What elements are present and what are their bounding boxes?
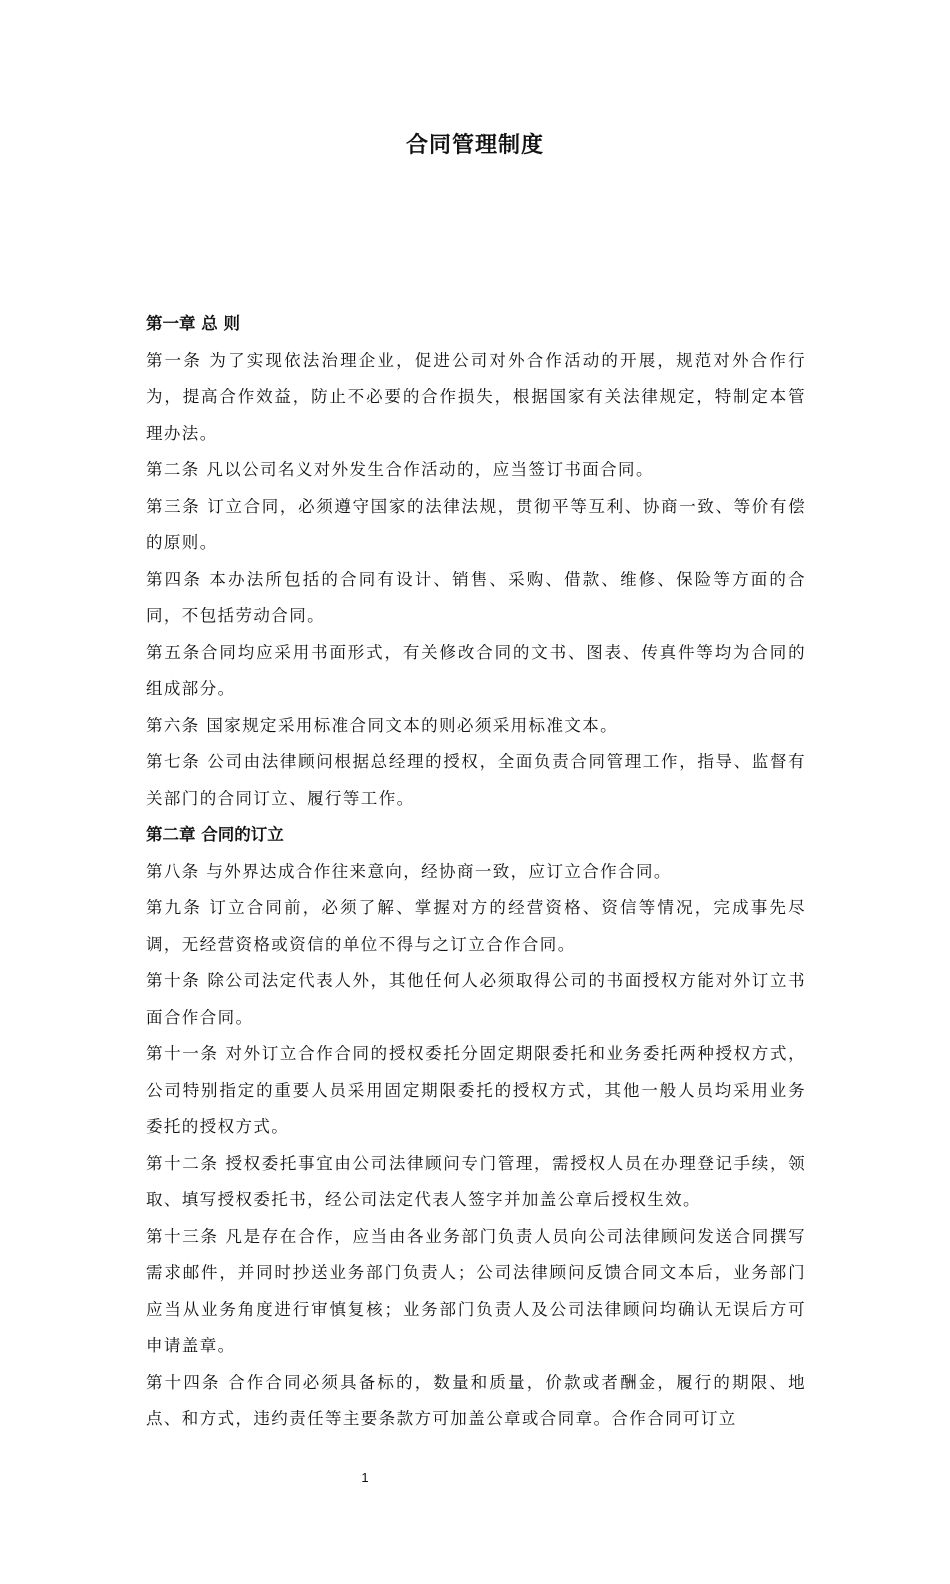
article-5: 第五条合同均应采用书面形式，有关修改合同的文书、图表、传真件等均为合同的组成部分。 (146, 642, 806, 698)
article-2: 第二条 凡以公司名义对外发生合作活动的，应当签订书面合同。 (146, 460, 654, 479)
article-11: 第十一条 对外订立合作合同的授权委托分固定期限委托和业务委托两种授权方式，公司特别指定的重要人员采用固定期限委托的授权方式，其他一般人员均采用业务委托的授权方式。 (146, 1044, 806, 1136)
document-title: 合同管理制度 (405, 133, 544, 158)
chapter-heading-1: 第一章 总 则 (146, 314, 240, 333)
article-8: 第八条 与外界达成合作往来意向，经协商一致，应订立合作合同。 (146, 861, 672, 881)
article-4: 第四条 本办法所包括的合同有设计、销售、采购、借款、维修、保险等方面的合同，不包括劳动合同。 (146, 569, 806, 625)
article-13: 第十三条 凡是存在合作，应当由各业务部门负责人员向公司法律顾问发送合同撰写需求邮件，并同时抄送业务部门负责人；公司法律顾问反馈合同文本后，业务部门应当从业务角度进行审慎复核；业务部门负责人及公司法律顾问均确认无误后方可申请盖章。 (146, 1226, 806, 1355)
article-3: 第三条 订立合同，必须遵守国家的法律法规，贯彻平等互利、协商一致、等价有偿的原则。 (146, 496, 806, 552)
article-7: 第七条 公司由法律顾问根据总经理的授权，全面负责合同管理工作，指导、监督有关部门的合同订立、履行等工作。 (146, 752, 806, 808)
chapter-heading-2: 第二章 合同的订立 (146, 825, 284, 844)
article-1: 第一条 为了实现依法治理企业，促进公司对外合作活动的开展，规范对外合作行为，提高合作效益，防止不必要的合作损失，根据国家有关法律规定，特制定本管理办法。 (146, 350, 806, 443)
article-12: 第十二条 授权委托事宜由公司法律顾问专门管理，需授权人员在办理登记手续，领取、填写授权委托书，经公司法定代表人签字并加盖公章后授权生效。 (146, 1153, 806, 1209)
page-number: 1 (361, 1470, 369, 1485)
article-9: 第九条 订立合同前，必须了解、掌握对方的经营资格、资信等情况，完成事先尽调，无经营资格或资信的单位不得与之订立合作合同。 (146, 898, 806, 954)
document-body (146, 306, 806, 1438)
article-6: 第六条 国家规定采用标准合同文本的则必须采用标准文本。 (146, 715, 619, 735)
article-14: 第十四条 合作合同必须具备标的，数量和质量，价款或者酬金，履行的期限、地点、和方式，违约责任等主要条款方可加盖公章或合同章。合作合同可订立 (146, 1372, 806, 1428)
article-10: 第十条 除公司法定代表人外，其他任何人必须取得公司的书面授权方能对外订立书面合作合同。 (146, 971, 806, 1027)
